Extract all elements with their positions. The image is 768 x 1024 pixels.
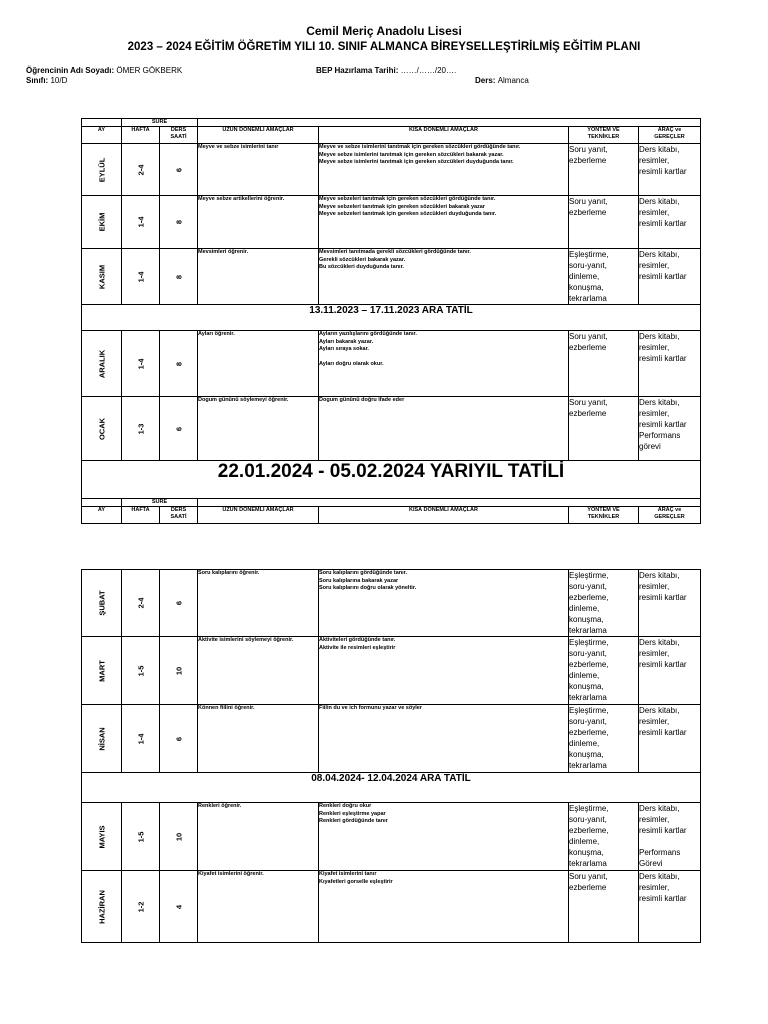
- tools-cell: [639, 144, 701, 196]
- header-ders-saati-text: SAATİ: [170, 134, 187, 140]
- method-cell-line: konuşma,: [569, 750, 604, 759]
- long-term-goal: Meyve ve sebze isimlerini tanır: [198, 144, 319, 196]
- class-value: 10/D: [50, 76, 68, 85]
- hours-cell-text: 10: [174, 832, 183, 841]
- short-term-goal-line: Bu sözcükleri duyduğunda tanır.: [319, 264, 404, 270]
- month-cell: [82, 803, 122, 871]
- method-cell-line: tekrarlama: [569, 693, 607, 702]
- month-cell: [82, 331, 122, 397]
- plan-table-page-2: [81, 569, 701, 943]
- method-cell-line: konuşma,: [569, 615, 604, 624]
- header-sure-blank: [82, 119, 122, 127]
- method-cell-line: tekrarlama: [569, 626, 607, 635]
- method-cell-line: Soru yanıt,: [569, 332, 608, 341]
- tools-cell-line: Ders kitabı,: [639, 706, 680, 715]
- short-term-goal-line: Soru kalıplarını gördüğünde tanır.: [319, 570, 408, 576]
- hours-cell-text: 6: [174, 736, 183, 741]
- header-sure-row: [82, 499, 701, 507]
- long-term-goal: Soru kalıplarını öğrenir.: [198, 570, 319, 637]
- tools-cell-line: resimler,: [639, 649, 670, 658]
- tools-cell-line: resimler,: [639, 883, 670, 892]
- method-cell-line: Soru yanıt,: [569, 398, 608, 407]
- course-line: [475, 76, 529, 85]
- tools-cell-line: resimli kartlar: [639, 354, 687, 363]
- hours-cell-text: 6: [174, 426, 183, 431]
- header-sure-rest: [198, 499, 701, 507]
- long-term-goal: Renkleri öğrenir.: [198, 803, 319, 871]
- yariyil-tatil-row: [82, 461, 701, 499]
- tools-cell-line: resimli kartlar: [639, 272, 687, 281]
- short-term-goal-line: Renkleri doğru okur: [319, 803, 372, 809]
- hours-cell: [160, 196, 198, 249]
- long-term-goal: Können fiilini öğrenir.: [198, 705, 319, 773]
- method-cell: [569, 249, 639, 305]
- short-term-goal-line: Aktivite ile resimleri eşleştirir: [319, 644, 396, 651]
- tools-cell-line: Ders kitabı,: [639, 145, 680, 154]
- plan-row-6: [82, 637, 701, 705]
- short-term-goal: [319, 637, 569, 705]
- short-term-goal-line: Soru kalıplarına bakarak yazar: [319, 577, 399, 584]
- plan-row-0: [82, 144, 701, 196]
- short-term-goal-line: [319, 354, 568, 362]
- method-cell: [569, 570, 639, 637]
- short-term-goal-line: Renkleri gördüğünde tanır: [319, 818, 388, 824]
- method-cell-line: tekrarlama: [569, 761, 607, 770]
- header-uzun-text: UZUN DÖNEMLİ AMAÇLAR: [222, 507, 294, 513]
- weeks-cell: [122, 196, 160, 249]
- header-yontem-text: YÖNTEM VE: [587, 507, 620, 513]
- header-kisa-text: KISA DÖNEMLİ AMAÇLAR: [409, 127, 478, 133]
- tools-cell-line: resimli kartlar: [639, 593, 687, 602]
- short-term-goal-line: Ayları doğru olarak okur.: [319, 361, 384, 367]
- header-ders-saati: [160, 507, 198, 524]
- short-term-goal: [319, 331, 569, 397]
- month-cell-text: EYLÜL: [97, 157, 106, 182]
- tools-cell-line: resimler,: [639, 582, 670, 591]
- short-term-goal: [319, 397, 569, 461]
- short-term-goal: [319, 871, 569, 943]
- month-cell-text: HAZİRAN: [97, 889, 106, 924]
- weeks-cell-text: 1-4: [136, 271, 145, 282]
- short-term-goal-line: Kiyafet isimlerini tanır: [319, 871, 377, 877]
- long-term-goal: Meyve sebze artikellerini öğrenir.: [198, 196, 319, 249]
- bep-date-value: ……/……/20….: [400, 66, 457, 75]
- plan-title: 2023 – 2024 EĞİTİM ÖĞRETİM YILI 10. SINIF ALMANCA BİREYSELLEŞTİRİLMİŞ EĞİTİM PLANI: [127, 41, 641, 53]
- long-term-goal: Mevsimleri öğrenir.: [198, 249, 319, 305]
- tools-cell-line: resimler,: [639, 409, 670, 418]
- method-cell-line: ezberleme: [569, 156, 607, 165]
- short-term-goal-line: Fiilin du ve ich formunu yazar ve söyler: [319, 705, 423, 711]
- short-term-goal: [319, 196, 569, 249]
- header-yontem-text: TEKNİKLER: [587, 514, 620, 520]
- month-cell-text: MAYIS: [97, 824, 106, 849]
- plan-row-8: [82, 803, 701, 871]
- header-yontem: [569, 127, 639, 144]
- method-cell-line: ezberleme,: [569, 826, 609, 835]
- weeks-cell: [122, 249, 160, 305]
- header-row: [82, 127, 701, 144]
- header-kisa-text: KISA DÖNEMLİ AMAÇLAR: [409, 507, 478, 513]
- short-term-goal-line: Mevsimleri tanıtmada gerekli sözcükleri gördüğünde tanır.: [319, 249, 471, 255]
- month-cell: [82, 871, 122, 943]
- short-term-goal-line: Renkleri eşleştirme yapar: [319, 810, 386, 817]
- header-sure-row: [82, 119, 701, 127]
- header-hafta-text: HAFTA: [131, 127, 150, 133]
- short-term-goal-line: Meyve sebze isimlerini tanıtmak için gereken sözcükleri bakarak yazar.: [319, 151, 504, 158]
- short-term-goal-line: Meyve ve sebze isimlerini tanıtmak için gereken sözcükleri gördüğünde tanır.: [319, 144, 521, 150]
- short-term-goal-line: Ayların yazılışlarını gördüğünde tanır.: [319, 331, 417, 337]
- student-line: [26, 66, 182, 75]
- plan-table-page-1: [81, 118, 701, 524]
- tools-cell-line: Ders kitabı,: [639, 638, 680, 647]
- long-term-goal: Dogum gününü söylemeyi öğrenir.: [198, 397, 319, 461]
- weeks-cell-text: 1-4: [136, 358, 145, 369]
- tools-cell-line: Görevi: [639, 859, 663, 868]
- header-uzun-text: UZUN DÖNEMLİ AMAÇLAR: [222, 127, 294, 133]
- short-term-goal: [319, 705, 569, 773]
- school-name: Cemil Meriç Anadolu Lisesi: [306, 24, 462, 38]
- ara-tatil-1: 13.11.2023 – 17.11.2023 ARA TATİL: [82, 305, 701, 331]
- tools-cell-line: resimler,: [639, 815, 670, 824]
- plan-row-2: [82, 249, 701, 305]
- method-cell-line: konuşma,: [569, 682, 604, 691]
- tools-cell-line: resimli kartlar: [639, 894, 687, 903]
- header-arac-text: ARAÇ ve: [657, 127, 682, 133]
- header-ders-saati: [160, 127, 198, 144]
- tools-cell: [639, 196, 701, 249]
- month-cell-text: NİSAN: [97, 726, 106, 751]
- hours-cell: [160, 144, 198, 196]
- weeks-cell-text: 1-4: [136, 216, 145, 228]
- short-term-goal-line: Meyve sebze isimlerini tanıtmak için gereken sözcükleri duyduğunda tanır.: [319, 159, 514, 165]
- method-cell-line: Eşleştirme,: [569, 250, 609, 259]
- short-term-goal: [319, 803, 569, 871]
- tools-cell: [639, 570, 701, 637]
- short-term-goal-line: Ayları bakarak yazar.: [319, 338, 374, 345]
- weeks-cell-text: 2-4: [136, 164, 145, 175]
- short-term-goal-line: Dogum gününü doğru ifade eder: [319, 397, 405, 403]
- hours-cell-text: 8: [174, 219, 183, 225]
- month-cell: [82, 570, 122, 637]
- method-cell-line: soru-yanıt,: [569, 582, 607, 591]
- method-cell: [569, 637, 639, 705]
- hours-cell: [160, 637, 198, 705]
- weeks-cell-text: 1-5: [136, 665, 145, 676]
- header-sure: SÜRE: [122, 499, 198, 507]
- month-cell-text: KASIM: [97, 264, 106, 289]
- weeks-cell-text: 1-5: [136, 831, 145, 842]
- method-cell: [569, 196, 639, 249]
- method-cell-line: ezberleme: [569, 343, 607, 352]
- tools-cell-line: Ders kitabı,: [639, 571, 680, 580]
- plan-row-7: [82, 705, 701, 773]
- method-cell-line: tekrarlama: [569, 859, 607, 868]
- month-cell-text: EKİM: [97, 212, 106, 232]
- tools-cell: [639, 871, 701, 943]
- weeks-cell: [122, 397, 160, 461]
- method-cell-line: Soru yanıt,: [569, 197, 608, 206]
- weeks-cell-text: 1-2: [136, 901, 145, 912]
- hours-cell: [160, 871, 198, 943]
- tools-cell-line: resimler,: [639, 156, 670, 165]
- method-cell-line: konuşma,: [569, 848, 604, 857]
- ara-tatil-2-row: [82, 773, 701, 803]
- short-term-goal-line: Meyve sebzeleri tanıtmak için gereken sözcükleri gördüğünde tanır.: [319, 196, 496, 202]
- hours-cell-text: 8: [174, 274, 183, 279]
- month-cell-text: OCAK: [97, 417, 106, 440]
- method-cell-line: soru-yanıt,: [569, 649, 607, 658]
- tools-cell-line: resimli kartlar: [639, 826, 687, 835]
- hours-cell-text: 4: [174, 904, 183, 909]
- header-arac-text: GEREÇLER: [654, 514, 685, 520]
- month-cell-text: ŞUBAT: [97, 590, 106, 616]
- header-hafta-text: HAFTA: [131, 507, 150, 513]
- method-cell: [569, 705, 639, 773]
- tools-cell: [639, 331, 701, 397]
- header-sure: SÜRE: [122, 119, 198, 127]
- weeks-cell: [122, 871, 160, 943]
- short-term-goal: [319, 570, 569, 637]
- method-cell-line: tekrarlama: [569, 294, 607, 303]
- long-term-goal: Aktivite isimlerini söylemeyi öğrenir.: [198, 637, 319, 705]
- header-yontem: [569, 507, 639, 524]
- method-cell-line: dinleme,: [569, 837, 600, 846]
- hours-cell: [160, 570, 198, 637]
- month-cell: [82, 637, 122, 705]
- method-cell-line: soru-yanıt,: [569, 815, 607, 824]
- bep-date-line: [316, 66, 456, 75]
- tools-cell-line: Ders kitabı,: [639, 804, 680, 813]
- method-cell-line: dinleme,: [569, 671, 600, 680]
- method-cell-line: ezberleme: [569, 208, 607, 217]
- method-cell-line: Eşleştirme,: [569, 571, 609, 580]
- month-cell: [82, 144, 122, 196]
- student-name: ÖMER GÖKBERK: [116, 66, 183, 75]
- class-label: Sınıfı:: [26, 76, 49, 85]
- method-cell-line: soru-yanıt,: [569, 717, 607, 726]
- short-term-goal-line: Soru kalıplarını doğru olarak yöneltir.: [319, 585, 417, 591]
- header-sure-blank: [82, 499, 122, 507]
- method-cell-line: dinleme,: [569, 272, 600, 281]
- header-uzun: [198, 127, 319, 144]
- tools-cell-line: resimler,: [639, 208, 670, 217]
- month-cell-text: ARALIK: [97, 349, 106, 378]
- method-cell-line: dinleme,: [569, 604, 600, 613]
- header-sure-rest: [198, 119, 701, 127]
- header-ay: [82, 127, 122, 144]
- header-arac-text: ARAÇ ve: [657, 507, 682, 513]
- tools-cell: [639, 803, 701, 871]
- month-cell: [82, 196, 122, 249]
- weeks-cell: [122, 331, 160, 397]
- plan-row-5: [82, 570, 701, 637]
- student-label: Öğrencinin Adı Soyadı:: [26, 66, 115, 75]
- tools-cell-line: Ders kitabı,: [639, 332, 680, 341]
- weeks-cell: [122, 705, 160, 773]
- method-cell-line: soru-yanıt,: [569, 261, 607, 270]
- tools-cell-line: resimler,: [639, 343, 670, 352]
- header-ay: [82, 507, 122, 524]
- method-cell-line: ezberleme,: [569, 593, 609, 602]
- month-cell: [82, 249, 122, 305]
- hours-cell-text: 10: [174, 666, 183, 675]
- tools-cell: [639, 637, 701, 705]
- short-term-goal-line: Aktiviteleri gördüğünde tanır.: [319, 637, 396, 643]
- header-yontem-text: YÖNTEM VE: [587, 127, 620, 133]
- method-cell: [569, 144, 639, 196]
- short-term-goal-line: Meyve sebzeleri tanıtmak için gereken sözcükleri bakarak yazar: [319, 203, 486, 210]
- bep-date-label: BEP Hazırlama Tarihi:: [316, 66, 399, 75]
- hours-cell: [160, 803, 198, 871]
- header-hafta: [122, 127, 160, 144]
- short-term-goal-line: Kıyafetleri gorselle eşleştirir: [319, 878, 393, 885]
- header-hafta: [122, 507, 160, 524]
- method-cell-line: Soru yanıt,: [569, 872, 608, 881]
- plan-row-3: [82, 331, 701, 397]
- weeks-cell-text: 1-4: [136, 733, 145, 744]
- weeks-cell-text: 2-4: [136, 597, 145, 609]
- method-cell: [569, 803, 639, 871]
- ara-tatil-2: 08.04.2024- 12.04.2024 ARA TATİL: [82, 773, 701, 803]
- header-ders-saati-text: SAATİ: [170, 514, 187, 520]
- header-ay-text: AY: [97, 507, 106, 513]
- month-cell-text: MART: [97, 659, 106, 682]
- method-cell: [569, 397, 639, 461]
- tools-cell-line: görevi: [639, 442, 661, 451]
- tools-cell: [639, 249, 701, 305]
- short-term-goal-line: Gerekli sözcükleri bakarak yazar.: [319, 256, 406, 263]
- tools-cell-line: resimler,: [639, 717, 670, 726]
- method-cell: [569, 871, 639, 943]
- yariyil-tatil: 22.01.2024 - 05.02.2024 YARIYIL TATİLİ: [82, 461, 701, 499]
- method-cell-line: ezberleme,: [569, 728, 609, 737]
- header-arac-text: GEREÇLER: [654, 134, 685, 140]
- class-line: [26, 76, 67, 85]
- long-term-goal: Ayları öğrenir.: [198, 331, 319, 397]
- month-cell: [82, 397, 122, 461]
- plan-row-4: [82, 397, 701, 461]
- tools-cell: [639, 397, 701, 461]
- short-term-goal: [319, 144, 569, 196]
- method-cell-line: Eşleştirme,: [569, 804, 609, 813]
- weeks-cell: [122, 637, 160, 705]
- tools-cell-line: [639, 836, 700, 847]
- tools-cell-line: resimli kartlar: [639, 167, 687, 176]
- hours-cell: [160, 397, 198, 461]
- header-row: [82, 507, 701, 524]
- method-cell-line: ezberleme: [569, 409, 607, 418]
- tools-cell: [639, 705, 701, 773]
- weeks-cell: [122, 144, 160, 196]
- tools-cell-line: Ders kitabı,: [639, 398, 680, 407]
- header-ders-saati-text: DERS: [170, 127, 187, 133]
- tools-cell-line: Performans: [639, 431, 681, 440]
- header-kisa: [319, 507, 569, 524]
- method-cell-line: ezberleme: [569, 883, 607, 892]
- header-kisa: [319, 127, 569, 144]
- short-term-goal: [319, 249, 569, 305]
- short-term-goal-line: Ayları sıraya sokar.: [319, 346, 369, 352]
- hours-cell-text: 6: [174, 167, 183, 172]
- ara-tatil-1-row: [82, 305, 701, 331]
- tools-cell-line: Ders kitabı,: [639, 872, 680, 881]
- header-ders-saati-text: DERS: [170, 507, 187, 513]
- plan-row-1: [82, 196, 701, 249]
- tools-cell-line: resimli kartlar: [639, 660, 687, 669]
- method-cell-line: konuşma,: [569, 283, 604, 292]
- hours-cell-text: 8: [174, 361, 183, 366]
- month-cell: [82, 705, 122, 773]
- course-label: Ders:: [475, 76, 496, 85]
- course-value: Almanca: [497, 76, 529, 85]
- header-arac: [639, 507, 701, 524]
- header-ay-text: AY: [97, 127, 106, 133]
- plan-row-9: [82, 871, 701, 943]
- tools-cell-line: resimli kartlar: [639, 420, 687, 429]
- tools-cell-line: resimli kartlar: [639, 728, 687, 737]
- hours-cell-text: 6: [174, 600, 183, 606]
- header-arac: [639, 127, 701, 144]
- method-cell-line: Eşleştirme,: [569, 706, 609, 715]
- tools-cell-line: resimli kartlar: [639, 219, 687, 228]
- method-cell-line: Eşleştirme,: [569, 638, 609, 647]
- weeks-cell: [122, 803, 160, 871]
- long-term-goal: Kiyafet isimlerini öğrenir.: [198, 871, 319, 943]
- short-term-goal-line: Meyve sebzeleri tanıtmak için gereken sözcükleri duyduğunda tanır.: [319, 211, 497, 217]
- hours-cell: [160, 705, 198, 773]
- method-cell-line: dinleme,: [569, 739, 600, 748]
- weeks-cell: [122, 570, 160, 637]
- tools-cell-line: Performans: [639, 848, 681, 857]
- method-cell: [569, 331, 639, 397]
- tools-cell-line: resimler,: [639, 261, 670, 270]
- tools-cell-line: Ders kitabı,: [639, 250, 680, 259]
- method-cell-line: ezberleme,: [569, 660, 609, 669]
- method-cell-line: Soru yanıt,: [569, 145, 608, 154]
- weeks-cell-text: 1-3: [136, 423, 145, 434]
- header-yontem-text: TEKNİKLER: [587, 134, 620, 140]
- tools-cell-line: Ders kitabı,: [639, 197, 680, 206]
- header-uzun: [198, 507, 319, 524]
- hours-cell: [160, 249, 198, 305]
- hours-cell: [160, 331, 198, 397]
